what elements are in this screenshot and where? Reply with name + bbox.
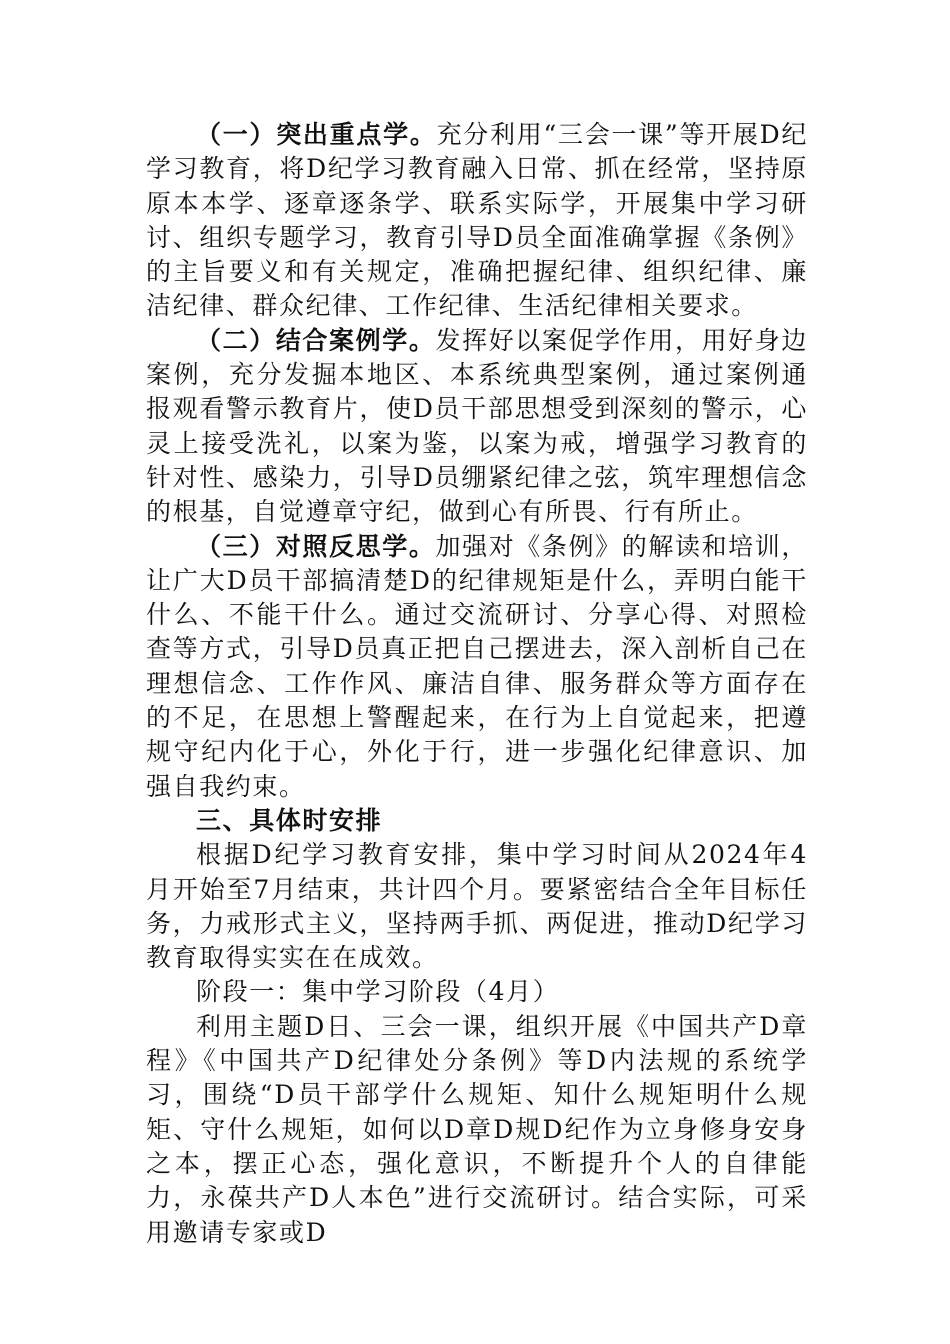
schedule-paragraph: 根据D纪学习教育安排，集中学习时间从2024年4月开始至7月结束，共计四个月。要紧密结合全年目标任务，力戒形式主义，坚持两手抓、两促进，推动D纪学习教育取得实实在在成效。 xyxy=(146,840,808,973)
paragraph-text: 充分利用“三会一课”等开展D纪学习教育，将D纪学习教育融入日常、抓在经常，坚持原原本本学、逐章逐条学、联系实际学，开展集中学习研讨、组织专题学习，教育引导D员全面准确掌握《条例》的主旨要义和有关规定，准确把握纪律、组织纪律、廉洁纪律、群众纪律、工作纪律、生活纪律相关要求。 xyxy=(146,120,809,321)
paragraph-heading: （二）结合案例学。 xyxy=(196,325,436,355)
paragraph-text: 加强对《条例》的解读和培训，让广大D员干部搞清楚D的纪律规矩是什么，弄明白能干什么、不能干什么。通过交流研讨、分享心得、对照检查等方式，引导D员真正把自己摆进去，深入剖析自己在理想信念、工作作风、廉洁自律、服务群众等方面存在的不足，在思想上警醒起来，在行为上自觉起来，把遵规守纪内化于心，外化于行，进一步强化纪律意识、加强自我约束。 xyxy=(146,531,808,801)
stage-paragraph: 利用主题D日、三会一课，组织开展《中国共产D章程》《中国共产D纪律处分条例》等D内法规的系统学习，围绕“D员干部学什么规矩、知什么规矩明什么规矩、守什么规矩，如何以D章D规D纪作为立身修身安身之本，摆正心态，强化意识，不断提升个人的自律能力，永葆共产D人本色”进行交流研讨。结合实际，可采用邀请专家或D xyxy=(146,1011,808,1247)
paragraph-case-study xyxy=(146,324,808,530)
paragraph-text: 发挥好以案促学作用，用好身边案例，充分发掘本地区、本系统典型案例，通过案例通报观看警示教育片，使D员干部思想受到深刻的警示，心灵上接受洗礼，以案为鉴，以案为戒，增强学习教育的针对性、感染力，引导D员绷紧纪律之弦，筑牢理想信念的根基，自觉遵章守纪，做到心有所畏、行有所止。 xyxy=(146,325,808,527)
stage-title: 阶段一：集中学习阶段（4月） xyxy=(196,977,560,1007)
paragraph-heading: （三）对照反思学。 xyxy=(196,531,436,561)
section-heading: 三、具体时安排 xyxy=(196,805,383,835)
paragraph-heading: （一）突出重点学。 xyxy=(196,120,437,149)
document-body xyxy=(146,118,808,1250)
paragraph-reflection-study xyxy=(146,530,808,804)
paragraph-study-focus xyxy=(146,118,808,324)
